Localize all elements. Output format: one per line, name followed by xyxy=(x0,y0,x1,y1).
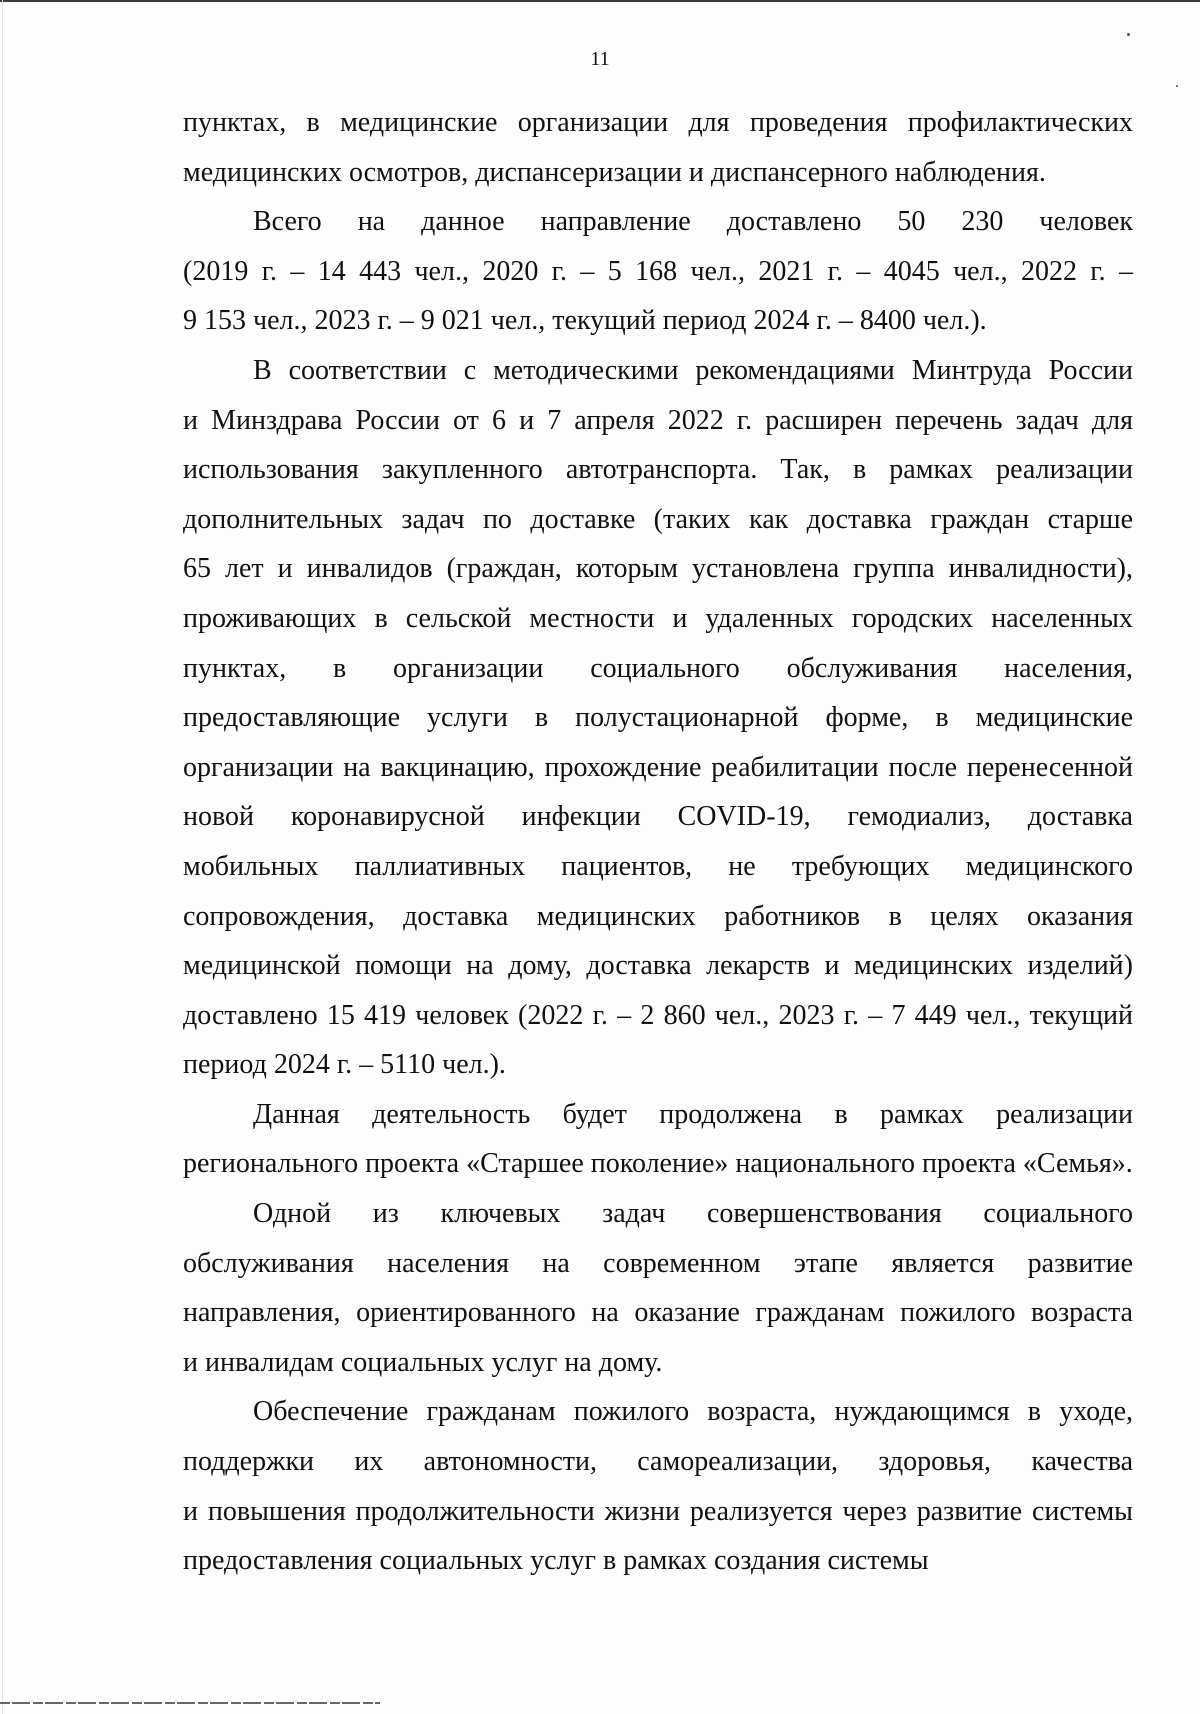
text-line: Одной из ключевых задач совершенствования социального xyxy=(253,1198,1133,1230)
paragraph xyxy=(183,197,1133,346)
paragraph xyxy=(183,1090,1133,1189)
paragraph xyxy=(183,98,1133,197)
paragraph xyxy=(183,1189,1133,1387)
text-line: (2019 г. – 14 443 чел., 2020 г. – 5 168 чел., 2021 г. – 4045 чел., 2022 г. – xyxy=(183,255,1133,287)
left-scan-edge xyxy=(2,0,3,1714)
text-line: предоставляющие услуги в полустационарной форме, в медицинские xyxy=(183,702,1133,734)
document-body xyxy=(183,98,1133,1586)
page-number: 11 xyxy=(590,48,610,70)
text-line: доставлено 15 419 человек (2022 г. – 2 860 чел., 2023 г. – 7 449 чел., текущий xyxy=(183,999,1133,1031)
text-line: медицинских осмотров, диспансеризации и диспансерного наблюдения. xyxy=(183,156,1046,188)
text-line: обслуживания населения на современном этапе является развитие xyxy=(183,1247,1133,1279)
paragraph xyxy=(183,346,1133,1090)
text-line: регионального проекта «Старшее поколение» национального проекта «Семья». xyxy=(183,1148,1133,1180)
scan-speck xyxy=(1176,85,1178,87)
text-line: использования закупленного автотранспорта. Так, в рамках реализации xyxy=(183,454,1133,486)
text-line: пунктах, в медицинские организации для проведения профилактических xyxy=(183,107,1133,138)
text-line: мобильных паллиативных пациентов, не требующих медицинского xyxy=(183,850,1133,882)
text-line: В соответствии с методическими рекомендациями Минтруда России xyxy=(253,354,1133,386)
text-line: пунктах, в организации социального обслуживания населения, xyxy=(183,652,1133,684)
text-line: направления, ориентированного на оказание гражданам пожилого возраста xyxy=(183,1297,1133,1329)
text-line: сопровождения, доставка медицинских работников в целях оказания xyxy=(183,900,1133,932)
text-line: и повышения продолжительности жизни реализуется через развитие системы xyxy=(183,1495,1133,1527)
paragraph xyxy=(183,1387,1133,1585)
text-line: организации на вакцинацию, прохождение реабилитации после перенесенной xyxy=(183,751,1133,783)
text-line: 9 153 чел., 2023 г. – 9 021 чел., текущий период 2024 г. – 8400 чел.). xyxy=(183,305,987,337)
text-line: Данная деятельность будет продолжена в рамках реализации xyxy=(253,1098,1133,1130)
text-line: Всего на данное направление доставлено 50 230 человек xyxy=(253,206,1133,238)
text-line: дополнительных задач по доставке (таких как доставка граждан старше xyxy=(183,503,1133,535)
text-line: период 2024 г. – 5110 чел.). xyxy=(183,1049,506,1081)
text-line: Обеспечение гражданам пожилого возраста, нуждающимся в уходе, xyxy=(253,1396,1133,1428)
text-line: 65 лет и инвалидов (граждан, которым установлена группа инвалидности), xyxy=(183,553,1133,585)
text-line: и инвалидам социальных услуг на дому. xyxy=(183,1346,663,1378)
top-border-line xyxy=(0,0,1200,2)
text-line: поддержки их автономности, самореализации, здоровья, качества xyxy=(183,1446,1133,1478)
text-line: проживающих в сельской местности и удаленных городских населенных xyxy=(183,602,1133,634)
text-line: новой коронавирусной инфекции COVID-19, гемодиализ, доставка xyxy=(183,801,1133,833)
bottom-border-line xyxy=(0,1702,380,1704)
text-line: медицинской помощи на дому, доставка лекарств и медицинских изделий) xyxy=(183,950,1133,982)
scan-speck xyxy=(1127,33,1130,36)
text-line: предоставления социальных услуг в рамках создания системы xyxy=(183,1545,929,1577)
text-line: и Минздрава России от 6 и 7 апреля 2022 г. расширен перечень задач для xyxy=(183,404,1133,436)
